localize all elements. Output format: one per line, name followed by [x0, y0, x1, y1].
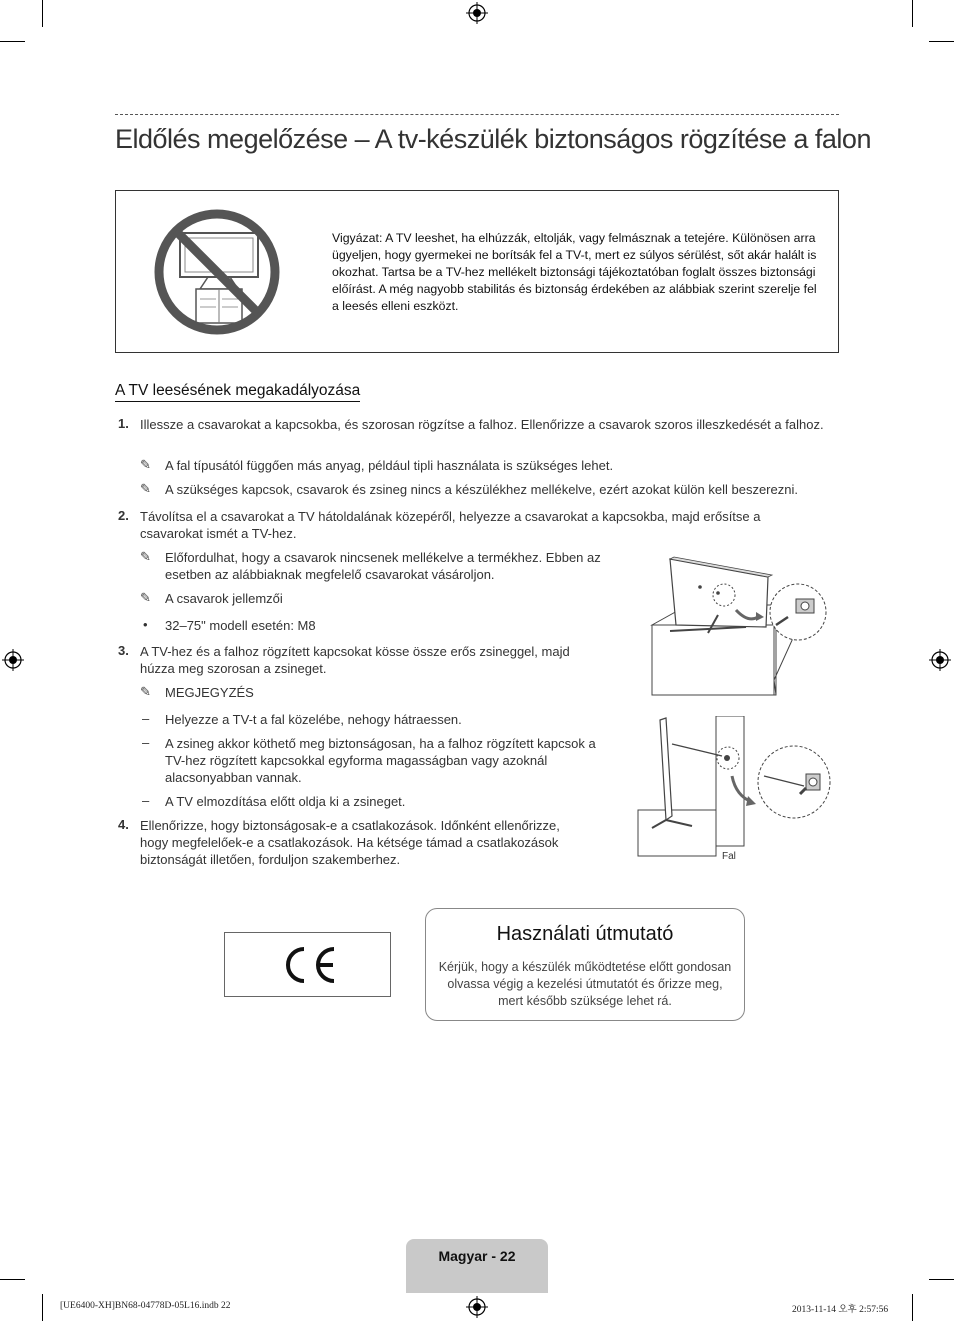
crop-mark: [42, 0, 43, 27]
dash-text: Helyezze a TV-t a fal közelébe, nehogy hátraessen.: [165, 712, 462, 727]
tv-wall-illustration: [636, 716, 841, 866]
tv-clamp-illustration: [648, 555, 828, 705]
note-icon: ✎: [140, 549, 151, 564]
crop-mark: [912, 1294, 913, 1321]
registration-mark-icon: [466, 2, 488, 24]
step-number: 3.: [118, 643, 129, 658]
note-text: A fal típusától függően más anyag, például tipli használata is szükséges lehet.: [165, 458, 614, 473]
bullet-icon: •: [143, 617, 148, 632]
crop-mark: [0, 1279, 25, 1280]
crop-mark: [912, 0, 913, 27]
footer-file-info: [UE6400-XH]BN68-04778D-05L16.indb 22: [60, 1301, 231, 1311]
dash-text: A TV elmozdítása előtt oldja ki a zsineget.: [165, 794, 406, 809]
warning-box: [115, 190, 839, 353]
registration-mark-icon: [929, 649, 951, 671]
registration-mark-icon: [466, 1296, 488, 1318]
step-text: Távolítsa el a csavarokat a TV hátoldalának közepéről, helyezze a csavarokat a kapcsokba, majd erősítse a csavarokat ismét a TV-hez.: [140, 509, 761, 541]
step-number: 1.: [118, 416, 129, 431]
ce-mark-box: [224, 932, 391, 997]
step-number: 4.: [118, 817, 129, 832]
footer-timestamp: 2013-11-14 오후 2:57:56: [792, 1305, 889, 1315]
warning-text: Vigyázat: A TV leeshet, ha elhúzzák, eltolják, vagy felmásznak a tetejére. Különösen arra ügyeljen, hogy gyermekei ne borítsák fel a TV-t, mert ez súlyos sérülést, sőt akár halált is okozhat. Tartsa be a TV-hez mellékelt biztonsági tájékoztatóban foglalt összes biztonsági előírást. A még nagyobb stabilitás és biztonság érdekében az alábbiak szerint szerelje fel a leesés elleni eszközt.: [332, 231, 817, 313]
section-title: A TV leesésének megakadályozása: [115, 382, 360, 402]
note-text: A szükséges kapcsok, csavarok és zsineg nincs a készülékhez mellékelve, ezért azokat külön kell beszerezni.: [165, 482, 798, 497]
bullet-text: 32–75" modell esetén: M8: [165, 618, 316, 633]
user-guide-title: Használati útmutató: [496, 923, 674, 945]
step-text: Ellenőrizze, hogy biztonságosak-e a csatlakozások. Időnként ellenőrizze, hogy megfelelőek-e a csatlakozások. Ha kétsége támad a csatlakozások biztonságát illetően, forduljon szakemberhez.: [140, 818, 560, 867]
user-guide-box: [425, 908, 745, 1021]
page-number: Magyar - 22: [438, 1248, 516, 1264]
figure-label: Fal: [722, 851, 736, 862]
dash-text: A zsineg akkor köthető meg biztonságosan, ha a falhoz rögzített kapcsok a TV-hez rögzített kapcsokkal egyforma magasságban vagy azoknál alacsonyabban vannak.: [165, 736, 596, 785]
registration-mark-icon: [2, 649, 24, 671]
heading-rule: [115, 114, 839, 115]
step-text: Illessze a csavarokat a kapcsokba, és szorosan rögzítse a falhoz. Ellenőrizze a csavarok szoros illeszkedését a falhoz.: [140, 417, 824, 432]
ce-mark-icon: [280, 945, 338, 985]
dash-icon: –: [142, 793, 150, 808]
dash-icon: –: [142, 711, 150, 726]
crop-mark: [929, 41, 954, 42]
dash-icon: –: [142, 735, 150, 750]
no-tipping-icon: [152, 207, 282, 337]
note-icon: ✎: [140, 481, 151, 496]
note-icon: ✎: [140, 684, 151, 699]
step-text: A TV-hez és a falhoz rögzített kapcsokat kösse össze erős zsineggel, majd húzza meg szorosan a zsineget.: [140, 644, 570, 676]
note-label: MEGJEGYZÉS: [165, 685, 254, 700]
page-title: Eldőlés megelőzése – A tv-készülék biztonságos rögzítése a falon: [115, 124, 871, 154]
note-icon: ✎: [140, 590, 151, 605]
step-number: 2.: [118, 508, 129, 523]
crop-mark: [0, 41, 25, 42]
page-number-tab: [406, 1239, 548, 1293]
note-text: A csavarok jellemzői: [165, 591, 283, 606]
note-text: Előfordulhat, hogy a csavarok nincsenek mellékelve a termékhez. Ebben az esetben az alábbiaknak megfelelő csavarokat vásároljon.: [165, 550, 601, 582]
crop-mark: [42, 1294, 43, 1321]
note-icon: ✎: [140, 457, 151, 472]
user-guide-text: Kérjük, hogy a készülék működtetése előtt gondosan olvassa végig a kezelési útmutatót és őrizze meg, mert később szüksége lehet rá.: [438, 960, 732, 1008]
crop-mark: [929, 1279, 954, 1280]
